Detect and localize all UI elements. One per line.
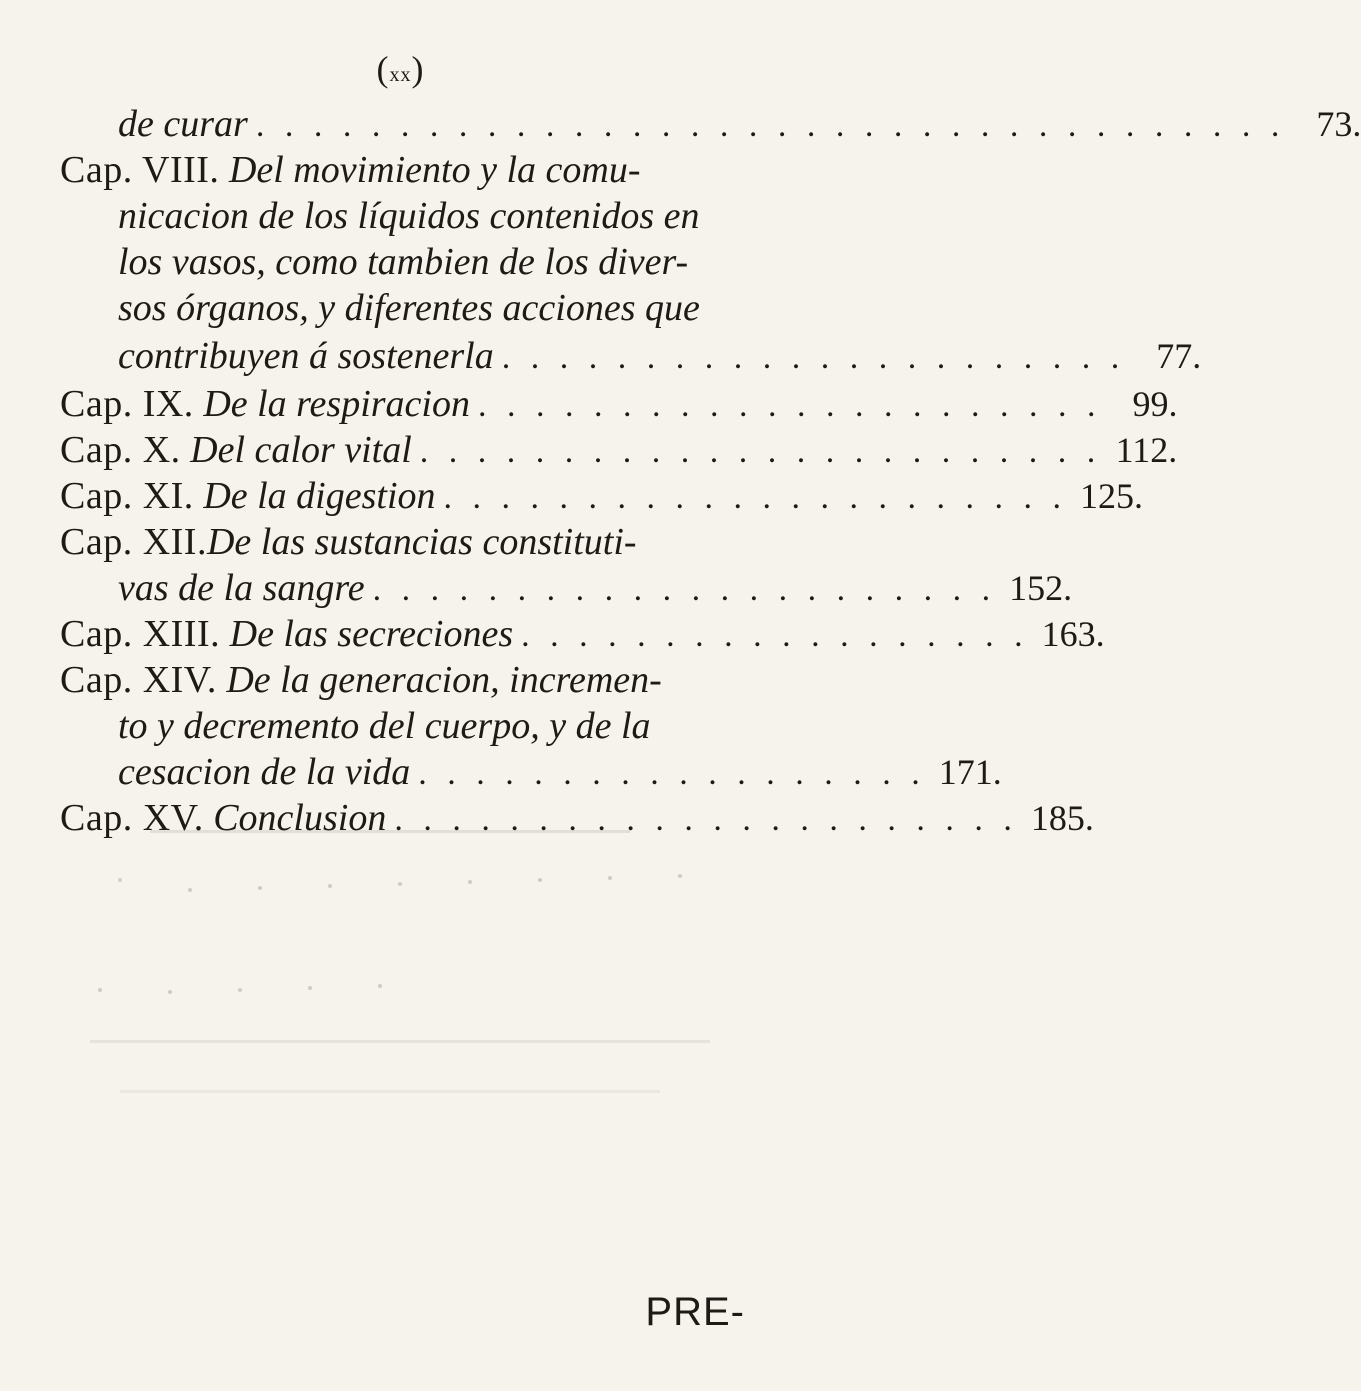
- toc-entry: [60, 428, 1178, 476]
- leader-dots: . . . . . . . . . . . . . . . . . . . . . .: [477, 387, 1102, 424]
- entry-title-line: los vasos, como tambien de los diver-: [118, 241, 689, 283]
- leader-dots: . . . . . . . . . . . . . . . . . . . . . .: [372, 571, 997, 608]
- entry-title: de curar: [118, 103, 248, 145]
- chapter-label: Cap. X.: [60, 429, 181, 471]
- entry-title-line: cesacion de la vida: [118, 751, 411, 793]
- entry-page: 112.: [1115, 430, 1178, 470]
- toc-entry-continuation: [118, 194, 731, 242]
- entry-title-line: to y decremento del cuerpo, y de la: [118, 705, 651, 747]
- toc-entry: [60, 474, 1144, 522]
- entry-title: De las secreciones: [229, 613, 514, 655]
- entry-title-line: De las sustancias constituti-: [206, 521, 637, 563]
- leader-dots: . . . . . . . . . . . . . . . . . .: [521, 617, 1029, 654]
- leader-dots: . . . . . . . . . . . . . . . . . .: [418, 755, 926, 792]
- chapter-label: Cap. XIII.: [60, 613, 221, 655]
- leader-dots: . . . . . . . . . . . . . . . . . . . . . .: [443, 479, 1068, 516]
- entry-page: 125.: [1080, 476, 1144, 516]
- toc-entry: [60, 148, 731, 196]
- entry-title-line: vas de la sangre: [118, 567, 365, 609]
- entry-page: 163.: [1041, 614, 1105, 654]
- entry-page: 73.: [1316, 104, 1361, 144]
- toc-entry-continuation: [118, 334, 1202, 382]
- entry-title-line: contribuyen á sostenerla: [118, 335, 494, 377]
- leader-dots: . . . . . . . . . . . . . . . . . . . . . . . .: [419, 433, 1102, 470]
- entry-title-line: sos órganos, y diferentes acciones que: [118, 287, 700, 329]
- toc-entry: [118, 102, 1361, 150]
- entry-page: 152.: [1009, 568, 1073, 608]
- leader-dots: . . . . . . . . . . . . . . . . . . . . . .: [394, 801, 1018, 838]
- entry-title: De la respiracion: [203, 383, 470, 425]
- toc-entry-continuation: [118, 566, 1073, 614]
- entry-title: De la digestion: [203, 475, 436, 517]
- toc-entry: [60, 382, 1178, 430]
- chapter-label: Cap. VIII.: [60, 149, 220, 191]
- entry-title: Del calor vital: [190, 429, 412, 471]
- toc-entry: [60, 658, 731, 706]
- toc-entry-continuation: [118, 240, 731, 288]
- chapter-label: Cap. XV.: [60, 797, 204, 839]
- page-number-text: xx: [389, 64, 412, 86]
- entry-page: 171.: [938, 752, 1002, 792]
- leader-dots: . . . . . . . . . . . . . . . . . . . . . . . . . . . . . . . . . . . .: [255, 107, 1286, 144]
- entry-title-line: Del movimiento y la comu-: [228, 149, 641, 191]
- page-number: (xx): [376, 49, 425, 89]
- chapter-label: Cap. XII.: [60, 521, 207, 563]
- chapter-label: Cap. XIV.: [60, 659, 217, 701]
- toc-entry: [60, 520, 731, 568]
- chapter-label: Cap. XI.: [60, 475, 194, 517]
- bleed-through-texture: [0, 740, 801, 1300]
- entry-title-line: nicacion de los líquidos contenidos en: [118, 195, 700, 237]
- entry-page: 77.: [1156, 336, 1202, 376]
- catchword: PRE-: [645, 1290, 745, 1334]
- toc-entry: [60, 612, 1105, 660]
- toc-entry-continuation: [118, 286, 731, 334]
- entry-page: 99.: [1132, 384, 1178, 424]
- entry-title-line: De la generacion, incremen-: [226, 659, 662, 701]
- leader-dots: . . . . . . . . . . . . . . . . . . . . . .: [501, 339, 1126, 376]
- entry-page: 185.: [1030, 798, 1094, 838]
- entry-title: Conclusion: [213, 797, 387, 839]
- chapter-label: Cap. IX.: [60, 383, 194, 425]
